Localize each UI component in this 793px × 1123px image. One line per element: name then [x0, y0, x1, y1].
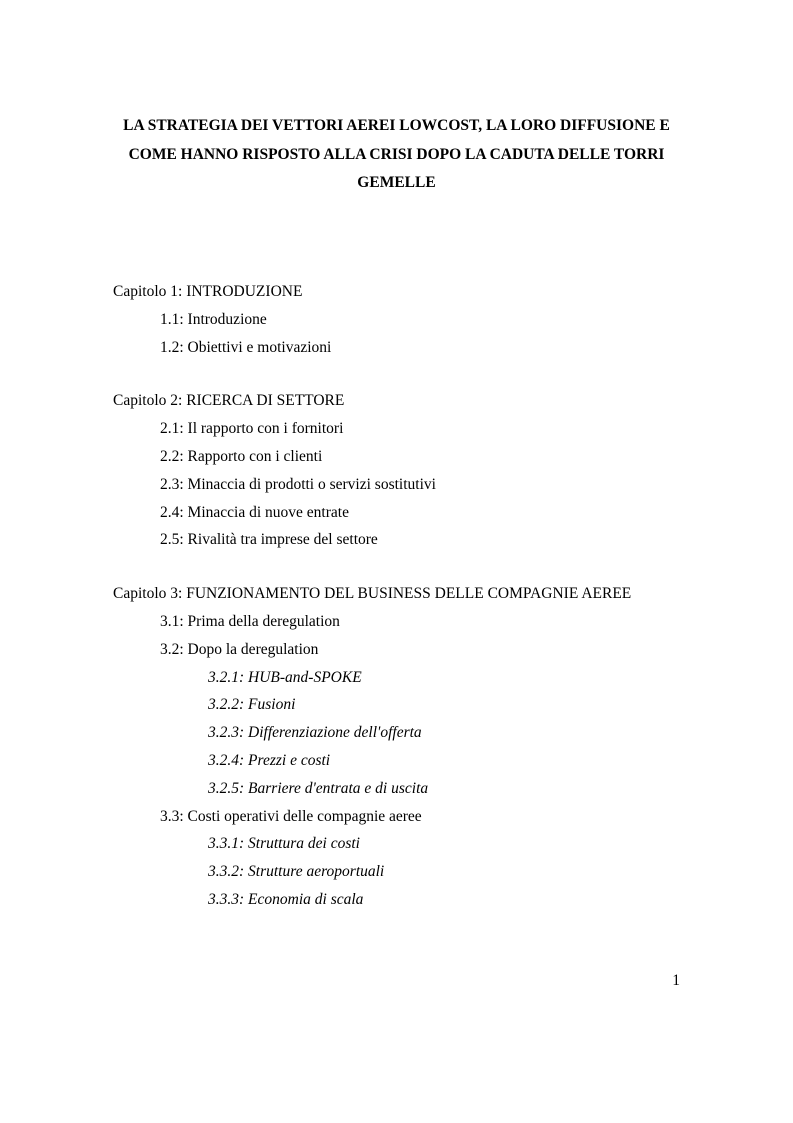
toc-section: 1.2: Obiettivi e motivazioni — [160, 338, 332, 356]
title-line: COME HANNO RISPOSTO ALLA CRISI DOPO LA CADUTA DELLE TORRI — [128, 145, 665, 163]
toc-section: 2.3: Minaccia di prodotti o servizi sostitutivi — [160, 475, 436, 493]
toc-subsection: 3.2.4: Prezzi e costi — [208, 751, 331, 769]
toc-section: 2.4: Minaccia di nuove entrate — [160, 503, 349, 521]
toc-chapter-heading: Capitolo 3: FUNZIONAMENTO DEL BUSINESS DELLE COMPAGNIE AEREE — [113, 585, 632, 603]
toc-chapter — [113, 387, 733, 554]
toc-chapter-heading: Capitolo 2: RICERCA DI SETTORE — [113, 392, 345, 410]
table-of-contents — [113, 278, 733, 914]
toc-subsection: 3.2.3: Differenziazione dell'offerta — [208, 724, 422, 742]
toc-subsection: 3.2.1: HUB-and-SPOKE — [208, 668, 362, 686]
title-line: GEMELLE — [357, 174, 436, 191]
toc-section: 3.1: Prima della deregulation — [160, 612, 340, 630]
toc-section: 2.2: Rapporto con i clienti — [160, 447, 323, 465]
toc-subsection: 3.2.2: Fusioni — [208, 696, 296, 714]
document-title — [100, 112, 693, 198]
toc-subsection: 3.3.1: Struttura dei costi — [208, 835, 360, 853]
toc-section: 2.1: Il rapporto con i fornitori — [160, 420, 344, 438]
toc-subsection: 3.2.5: Barriere d'entrata e di uscita — [208, 779, 429, 797]
toc-subsection: 3.3.3: Economia di scala — [208, 890, 364, 908]
title-line: LA STRATEGIA DEI VETTORI AEREI LOWCOST, LA LORO DIFFUSIONE E — [123, 117, 670, 134]
toc-subsection: 3.3.2: Strutture aeroportuali — [208, 863, 385, 881]
toc-section: 3.3: Costi operativi delle compagnie aeree — [160, 807, 422, 825]
toc-section: 2.5: Rivalità tra imprese del settore — [160, 531, 378, 549]
toc-chapter — [113, 580, 733, 914]
toc-chapter — [113, 278, 733, 361]
page-number: 1 — [672, 972, 680, 989]
toc-section: 3.2: Dopo la deregulation — [160, 640, 319, 658]
toc-chapter-heading: Capitolo 1: INTRODUZIONE — [113, 283, 303, 300]
toc-section: 1.1: Introduzione — [160, 310, 267, 328]
